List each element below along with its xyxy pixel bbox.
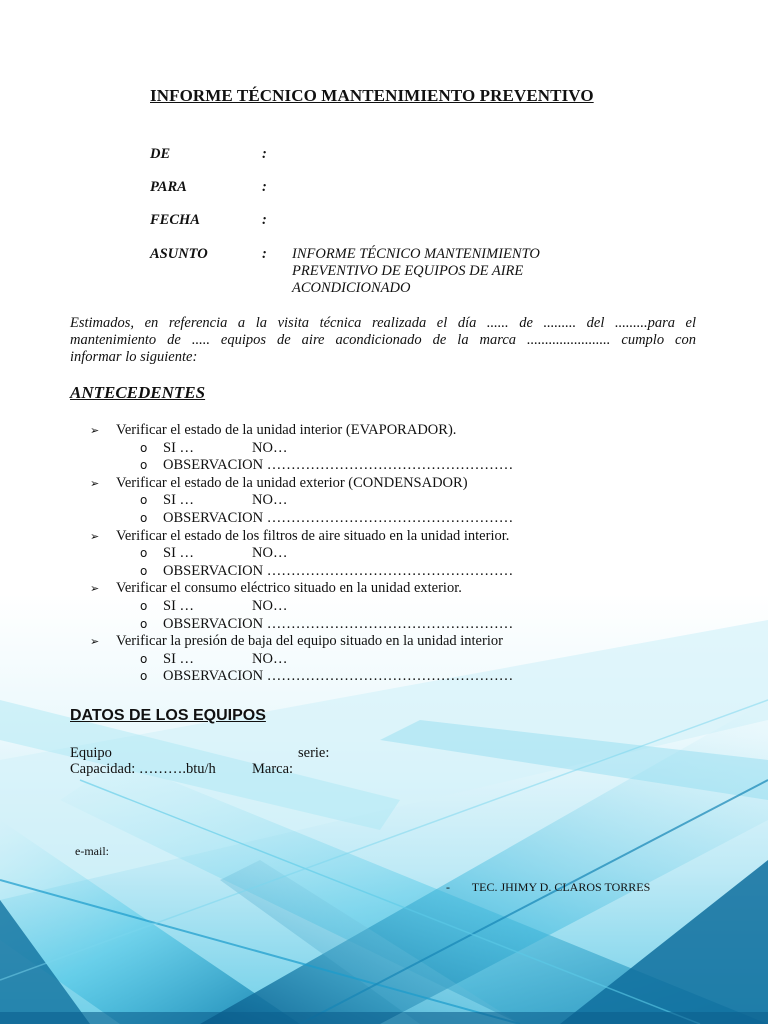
- equipo-label: Equipo: [70, 745, 112, 761]
- circle-bullet-icon: o: [140, 669, 148, 684]
- no-option: NO…: [252, 650, 288, 667]
- no-option: NO…: [252, 492, 288, 509]
- field-para-colon: :: [262, 179, 267, 195]
- intro-line: informar lo siguiente:: [70, 349, 198, 365]
- technician-signature: [446, 880, 650, 895]
- checklist-observacion: [90, 563, 513, 581]
- circle-bullet-icon: o: [140, 598, 148, 613]
- datos-heading: DATOS DE LOS EQUIPOS: [70, 707, 266, 724]
- technician-name: TEC. JHIMY D. CLAROS TORRES: [471, 880, 651, 894]
- field-asunto-value: [292, 246, 540, 297]
- checklist-si-no: [90, 492, 513, 510]
- si-option: SI …: [163, 650, 195, 667]
- checklist-item: [90, 580, 513, 598]
- field-de-label: DE: [150, 146, 171, 162]
- checklist-item: [90, 633, 513, 651]
- checklist-item-text: Verificar la presión de baja del equipo situado en la unidad interior: [116, 633, 503, 650]
- antecedentes-heading: ANTECEDENTES: [70, 383, 206, 402]
- field-de-colon: :: [262, 146, 267, 162]
- arrow-bullet-icon: ➢: [90, 476, 100, 490]
- capacidad-row: [70, 761, 294, 777]
- circle-bullet-icon: o: [140, 616, 148, 631]
- arrow-bullet-icon: ➢: [90, 424, 100, 437]
- observacion-text: OBSERVACION ……………………………………………: [163, 668, 514, 685]
- checklist-item-text: Verificar el estado de la unidad exterior (CONDENSADOR): [116, 474, 468, 491]
- antecedentes-checklist: [90, 422, 513, 686]
- checklist-item-text: Verificar el estado de la unidad interior (EVAPORADOR).: [116, 422, 457, 438]
- si-option: SI …: [163, 597, 195, 614]
- circle-bullet-icon: o: [140, 651, 148, 666]
- datos-section: [70, 745, 330, 777]
- checklist-item-text: Verificar el estado de los filtros de aire situado en la unidad interior.: [116, 527, 510, 544]
- asunto-line: PREVENTIVO DE EQUIPOS DE AIRE: [292, 263, 524, 279]
- email-label: e-mail:: [75, 844, 109, 858]
- circle-bullet-icon: o: [140, 510, 148, 525]
- intro-line: Estimados, en referencia a la visita técnica realizada el día ...... de ......... del .........para el: [70, 315, 696, 331]
- checklist-observacion: [90, 668, 513, 686]
- checklist-observacion: [90, 457, 513, 475]
- checklist-si-no: [90, 598, 513, 616]
- asunto-line: INFORME TÉCNICO MANTENIMIENTO: [292, 246, 540, 262]
- capacidad-label: Capacidad: ……….btu/h: [70, 761, 216, 777]
- checklist-si-no: [90, 651, 513, 669]
- checklist-item: [90, 475, 513, 493]
- document-title: INFORME TÉCNICO MANTENIMIENTO PREVENTIVO: [150, 86, 594, 105]
- si-option: SI …: [163, 545, 195, 562]
- field-fecha-colon: :: [262, 212, 267, 228]
- no-option: NO…: [252, 597, 288, 614]
- signature-dash: -: [446, 880, 450, 894]
- checklist-item: [90, 422, 513, 440]
- observacion-text: OBSERVACION ……………………………………………: [163, 509, 514, 526]
- si-option: SI …: [163, 439, 195, 456]
- si-option: SI …: [163, 492, 195, 509]
- observacion-text: OBSERVACION ……………………………………………: [163, 457, 514, 474]
- checklist-si-no: [90, 440, 513, 458]
- checklist-si-no: [90, 545, 513, 563]
- observacion-text: OBSERVACION ……………………………………………: [163, 615, 514, 632]
- field-asunto-label: ASUNTO: [150, 246, 208, 262]
- no-option: NO…: [252, 545, 288, 562]
- field-fecha-label: FECHA: [150, 212, 200, 228]
- arrow-bullet-icon: ➢: [90, 635, 100, 649]
- field-asunto-colon: :: [262, 246, 267, 262]
- observacion-text: OBSERVACION ……………………………………………: [163, 562, 514, 579]
- arrow-bullet-icon: ➢: [90, 529, 100, 543]
- arrow-bullet-icon: ➢: [90, 582, 100, 596]
- circle-bullet-icon: o: [140, 563, 148, 578]
- serie-label: serie:: [298, 745, 330, 761]
- checklist-item-text: Verificar el consumo eléctrico situado en la unidad exterior.: [116, 580, 462, 597]
- intro-line: mantenimiento de ..... equipos de aire acondicionado de la marca ....................... cumplo con: [70, 332, 696, 348]
- checklist-observacion: [90, 616, 513, 634]
- asunto-line: ACONDICIONADO: [292, 280, 411, 296]
- field-para-label: PARA: [150, 179, 187, 195]
- checklist-item: [90, 528, 513, 546]
- intro-paragraph: [70, 315, 696, 366]
- equipo-row: [70, 745, 330, 761]
- circle-bullet-icon: o: [140, 546, 148, 561]
- circle-bullet-icon: o: [140, 440, 148, 455]
- no-option: NO…: [252, 439, 288, 456]
- circle-bullet-icon: o: [140, 493, 148, 508]
- marca-label: Marca:: [252, 761, 294, 777]
- circle-bullet-icon: o: [140, 458, 148, 473]
- checklist-observacion: [90, 510, 513, 528]
